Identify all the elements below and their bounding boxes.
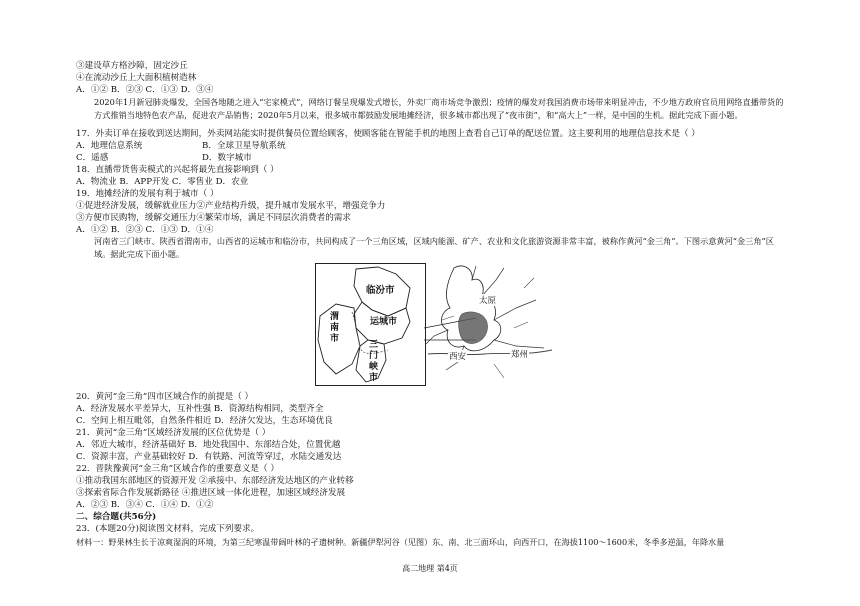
q21-options-ab: A．邻近大城市，经济基础好 B．地处我国中、东部结合处，位置优越 xyxy=(76,440,341,450)
material-1: 材料一：野果林生长于凉爽湿润的环境，为第三纪寒温带阔叶林的孑遗树种。新疆伊犁河谷（见图）东、南、北三面环山，向西开口，在海拔1100～1600米，冬季多逆温，年降水量 xyxy=(76,537,725,547)
passage-covid xyxy=(76,96,788,122)
label-weinan: 渭南市 xyxy=(330,312,340,344)
question-19: 19．地摊经济的发展有利于城市（ ） xyxy=(76,189,219,199)
page-footer: 高二地理 第4页 xyxy=(402,564,458,573)
label-linfen: 临汾市 xyxy=(366,285,395,296)
option-line-3: ③建设草方格沙障，固定沙丘 xyxy=(76,61,188,71)
label-yuncheng: 运城市 xyxy=(370,317,398,327)
q18-options: A．物流业 B．APP开发 C．零售业 D．农业 xyxy=(76,177,249,187)
question-17: 17．外卖订单在接收到送达期间，外卖网站能实时提供餐员位置给顾客，使顾客能在智能手机的地图上查看自己订单的配送位置。这主要利用的地理信息技术是（ ） xyxy=(76,129,700,139)
section-heading-comprehensive: 二、综合题(共56分) xyxy=(76,512,157,522)
passage-golden-triangle xyxy=(76,235,788,261)
q20-options-ab: A．经济发展水平差异大，互补性强 B．资源结构相同，类型齐全 xyxy=(76,404,324,414)
q17-option-d: D．数字城市 xyxy=(202,153,252,163)
q22-statements-34: ③探索省际合作发展新路径 ④推进区域一体化进程，加速区域经济发展 xyxy=(76,488,346,498)
option-line-4: ④在流动沙丘上大面积植树造林 xyxy=(76,73,197,83)
q21-options-cd: C．资源丰富，产业基础较好 D．有铁路、河流等穿过，水陆交通发达 xyxy=(76,452,342,462)
q22-options: A．②③ B．③④ C．①④ D．①② xyxy=(76,500,214,510)
passage-covid-text: 2020年1月新冠肺炎爆发，全国各地随之进入“宅家模式”，网络订餐呈现爆发式增长，外卖厂商市场竞争激烈；疫情的爆发对我国消费市场带来明显冲击，不少地方政府官员用网络直播带货的方式推销当地特色农产品，促进农产品销售；2020年5月以来，很多城市都鼓励发展地摊经济，很多城市都出现了“夜市街”，和“高大上”一样，是中国的生机。据此完成下面小题。 xyxy=(94,97,784,120)
question-18: 18．直播带货售卖模式的兴起将最先直接影响到（ ） xyxy=(76,165,279,175)
question-20: 20．黄河“金三角”四市区域合作的前提是（ ） xyxy=(76,392,254,402)
q20-options-cd: C．空间上相互毗邻，自然条件相近 D．经济欠发达，生态环境优良 xyxy=(76,416,333,426)
question-21: 21．黄河“金三角”区域经济发展的区位优势是（ ） xyxy=(76,428,271,438)
q19-statement-1: ①促进经济发展，缓解就业压力②产业结构升级，提升城市发展水平，增强竞争力 xyxy=(76,201,386,211)
q17-option-a: A．地理信息系统 xyxy=(76,141,143,151)
regional-map xyxy=(424,258,560,388)
label-zhengzhou: 郑州 xyxy=(511,350,529,360)
q17-option-b: B．全球卫星导航系统 xyxy=(202,141,286,151)
label-sanmenxia: 三门峡市 xyxy=(369,340,379,383)
q16-answer-options: A．①② B．②③ C．①③ D．③④ xyxy=(76,85,214,95)
label-xian: 西安 xyxy=(449,352,467,362)
inset-map xyxy=(315,263,426,386)
q19-options: A．①② B．②③ C．①③ D．①④ xyxy=(76,225,214,235)
golden-triangle-region xyxy=(459,312,488,344)
q17-option-c: C．遥感 xyxy=(76,153,109,163)
passage-golden-triangle-text: 河南省三门峡市、陕西省渭南市，山西省的运城市和临汾市，共同构成了一个三角区域，区域内能源、矿产、农业和文化旅游资源非常丰富，被称作黄河“金三角”。下图示意黄河“金三角”区域。据此完成下面小题。 xyxy=(94,236,774,259)
q22-statements-12: ①推动我国东部地区的资源开发 ②承接中、东部经济发达地区的产业转移 xyxy=(76,476,354,486)
minor-roads xyxy=(442,278,534,378)
regional-map-graphic xyxy=(424,258,560,388)
label-taiyuan: 太原 xyxy=(479,296,497,306)
question-22: 22．晋陕豫黄河“金三角”区域合作的重要意义是（ ） xyxy=(76,464,279,474)
river-line xyxy=(428,350,552,355)
q19-statement-2: ③方便市民购物，缓解交通压力④繁荣市场，满足不同层次消费者的需求 xyxy=(76,213,352,223)
question-23: 23．(本题20分)阅读图文材料，完成下列要求。 xyxy=(76,524,260,534)
